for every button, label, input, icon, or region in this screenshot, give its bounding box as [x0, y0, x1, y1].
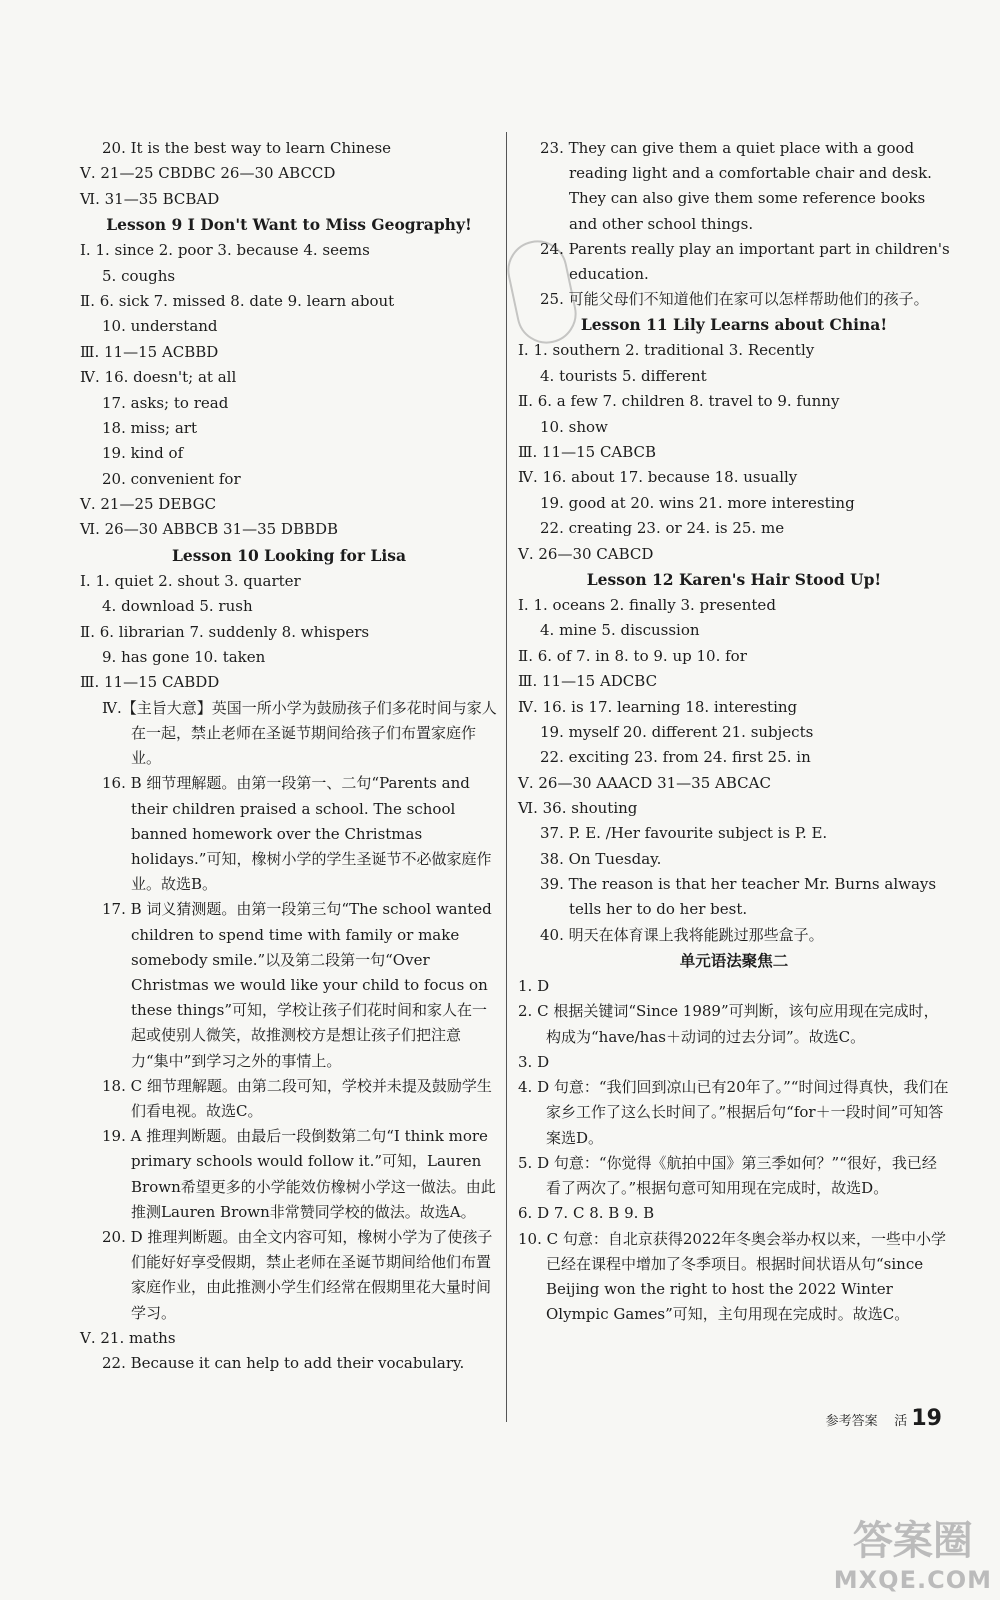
- answer-line: 2. C 根据关键词“Since 1989”可判断，该句应用现在完成时，构成为“have/has＋动词的过去分词”。故选C。: [518, 1002, 939, 1046]
- answer-line: Ⅴ. 21. maths: [80, 1328, 176, 1347]
- page-footer: [826, 1406, 942, 1431]
- answer-line: Ⅵ. 36. shouting: [518, 799, 638, 818]
- answer-line: 4. download 5. rush: [102, 597, 253, 616]
- answer-line: Ⅲ. 11—15 CABCB: [518, 442, 657, 461]
- answer-line: Ⅰ. 1. since 2. poor 3. because 4. seems: [80, 241, 370, 260]
- answer-line: Ⅴ. 26—30 CABCD: [518, 544, 654, 563]
- answer-line: 20. convenient for: [102, 469, 241, 488]
- answer-line: 19. good at 20. wins 21. more interesting: [540, 493, 855, 512]
- answer-line: 19. kind of: [102, 444, 184, 463]
- answer-line: 4. mine 5. discussion: [540, 621, 700, 640]
- answer-line: 18. C 细节理解题。由第二段可知，学校并未提及鼓励学生们看电视。故选C。: [102, 1076, 492, 1121]
- answer-line: Ⅱ. 6. librarian 7. suddenly 8. whispers: [80, 622, 370, 641]
- answer-line: 22. creating 23. or 24. is 25. me: [540, 519, 785, 538]
- answer-line: 22. exciting 23. from 24. first 25. in: [540, 748, 811, 767]
- answer-line: Ⅳ. 16. about 17. because 18. usually: [518, 468, 798, 487]
- answer-line: 23. They can give them a quiet place with a good reading light and a comfortable chair and desk. They can also give them some reference books and other school things.: [540, 139, 932, 233]
- answer-line: Ⅱ. 6. sick 7. missed 8. date 9. learn about: [80, 291, 395, 310]
- answer-line: Ⅲ. 11—15 CABDD: [80, 673, 220, 692]
- answer-line: 19. A 推理判断题。由最后一段倒数第二句“I think more primary schools would follow it.”可知，Lauren Brown希望更多的小学能效仿橡树小学这一做法。由此推测Lauren Brown非常赞同学校的做法。故选A。: [102, 1127, 496, 1221]
- section-heading: Lesson 11 Lily Learns about China!: [580, 315, 888, 335]
- answer-line: 18. miss; art: [102, 418, 198, 437]
- answer-line: 5. coughs: [102, 266, 176, 285]
- answer-line: 1. D: [518, 977, 550, 996]
- answer-line: 4. tourists 5. different: [540, 366, 707, 385]
- watermark-logo-title: 答案圈: [852, 1518, 973, 1564]
- answer-line: Ⅰ. 1. oceans 2. finally 3. presented: [518, 595, 776, 614]
- answer-line: Ⅱ. 6. a few 7. children 8. travel to 9. funny: [518, 392, 840, 411]
- answer-line: Ⅴ. 26—30 AAACD 31—35 ABCAC: [518, 773, 771, 792]
- answer-line: 24. Parents really play an important part in children's education.: [540, 239, 950, 284]
- answer-line: 40. 明天在体育课上我将能跳过那些盒子。: [540, 925, 824, 944]
- answer-line: 39. The reason is that her teacher Mr. Burns always tells her to do her best.: [540, 875, 937, 919]
- answer-line: 3. D: [518, 1052, 550, 1071]
- answer-line: 20. D 推理判断题。由全文内容可知，橡树小学为了使孩子们能好好享受假期，禁止老师在圣诞节期间给他们布置家庭作业，由此推测小学生们经常在假期里花大量时间学习。: [102, 1228, 493, 1322]
- answer-line: 25. 可能父母们不知道他们在家可以怎样帮助他们的孩子。: [540, 290, 929, 309]
- answer-line: Ⅰ. 1. quiet 2. shout 3. quarter: [80, 571, 301, 590]
- answer-line: 22. Because it can help to add their vocabulary.: [102, 1354, 465, 1373]
- answer-line: 17. asks; to read: [102, 393, 229, 412]
- answer-line: Ⅲ. 11—15 ACBBD: [80, 342, 219, 361]
- section-heading: 单元语法聚焦二: [679, 951, 789, 971]
- answer-line: 19. myself 20. different 21. subjects: [540, 722, 814, 741]
- footer-act: 活: [894, 1414, 908, 1429]
- answer-line: Ⅴ. 21—25 DEBGC: [80, 495, 217, 514]
- section-heading: Lesson 9 I Don't Want to Miss Geography!: [106, 215, 472, 235]
- answer-line: 38. On Tuesday.: [540, 849, 662, 868]
- answer-line: 37. P. E. /Her favourite subject is P. E.: [540, 824, 828, 843]
- watermark-logo: [834, 1509, 992, 1594]
- answer-line: 10. show: [540, 417, 608, 436]
- answer-line: Ⅱ. 6. of 7. in 8. to 9. up 10. for: [518, 646, 747, 665]
- answer-line: 6. D 7. C 8. B 9. B: [518, 1204, 655, 1223]
- answer-line: 16. B 细节理解题。由第一段第一、二句“Parents and their children praised a school. The school banned homework over the Christmas holidays.”可知，橡树小学的学生圣诞节不必做家庭作业。故选B。: [102, 774, 492, 894]
- footer-label: 参考答案: [825, 1414, 878, 1429]
- right-column: [518, 136, 950, 1327]
- answer-line: 10. C 句意：自北京获得2022年冬奥会举办权以来，一些中小学已经在课程中增加了冬季项目。根据时间状语从句“since Beijing won the right to host the 2022 Winter Olympic Games”可知，主句用现在完成时。故选C。: [518, 1229, 947, 1324]
- answer-line: Ⅵ. 31—35 BCBAD: [80, 189, 220, 208]
- answer-line: Ⅴ. 21—25 CBDBC 26—30 ABCCD: [80, 164, 336, 183]
- section-heading: Lesson 12 Karen's Hair Stood Up!: [586, 569, 882, 589]
- answer-line: Ⅲ. 11—15 ADCBC: [518, 672, 658, 691]
- answer-line: 20. It is the best way to learn Chinese: [102, 139, 392, 157]
- answer-line: Ⅵ. 26—30 ABBCB 31—35 DBBDB: [80, 520, 339, 539]
- column-divider: [506, 132, 507, 1422]
- answer-line: Ⅳ. 16. is 17. learning 18. interesting: [518, 697, 798, 716]
- answer-line: Ⅳ.【主旨大意】英国一所小学为鼓励孩子们多花时间与家人在一起，禁止老师在圣诞节期间给孩子们布置家庭作业。: [102, 698, 497, 768]
- answer-line: Ⅳ. 16. doesn't; at all: [80, 368, 237, 387]
- page-number: 19: [911, 1406, 942, 1431]
- section-heading: Lesson 10 Looking for Lisa: [171, 545, 406, 565]
- left-column: [80, 136, 498, 1377]
- answer-line: 9. has gone 10. taken: [102, 648, 266, 667]
- answer-line: Ⅰ. 1. southern 2. traditional 3. Recently: [518, 341, 815, 360]
- answer-line: 4. D 句意：“我们回到凉山已有20年了。”“时间过得真快，我们在家乡工作了这么长时间了。”根据后句“for＋一段时间”可知答案选D。: [518, 1078, 949, 1147]
- answer-line: 17. B 词义猜测题。由第一段第三句“The school wanted children to spend time with family or make somebody smile.”以及第二段第一句“Over Christmas we would like your child to focus on these things”可知，学校让孩子们花时间和家人在一起或使别人微笑，故推测校方是想让孩子们把注意力“集中”到学习之外的事情上。: [102, 900, 492, 1070]
- answer-line: 5. D 句意：“你觉得《航拍中国》第三季如何？”“很好，我已经看了两次了。”根据句意可知用现在完成时，故选D。: [518, 1153, 937, 1198]
- watermark-logo-url: MXQE.COM: [833, 1566, 992, 1594]
- answer-line: 10. understand: [102, 317, 218, 336]
